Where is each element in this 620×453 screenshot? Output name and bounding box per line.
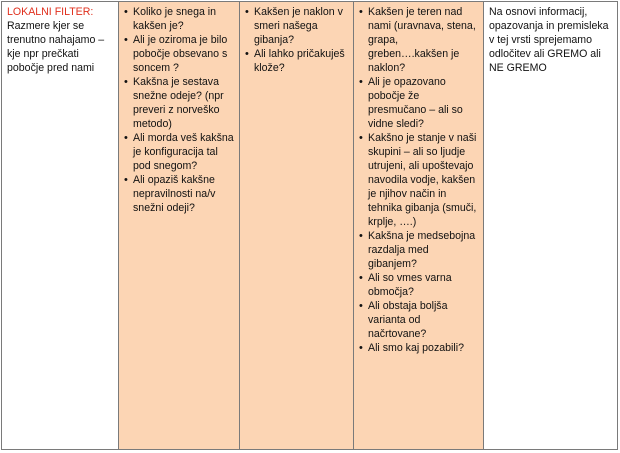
table-row [2,2,618,450]
local-filter-table [1,1,618,450]
list-item: • Ali je oziroma je bilo pobočje obsevano s soncem ? [124,33,235,75]
list-item: • Ali so vmes varna območja? [359,271,479,299]
list-item: • Ali morda veš kakšna je konfiguracija tal pod snegom? [124,131,235,173]
list-item: • Ali smo kaj pozabili? [359,341,479,355]
list-item: • Ali obstaja boljša varianta od načrtovane? [359,299,479,341]
list-item: • Koliko je snega in kakšen je? [124,5,235,33]
snow-questions-cell [119,2,240,450]
list-item: • Kakšen je naklon v smeri našega gibanja? [245,5,349,47]
snow-questions-list [124,5,235,215]
terrain-group-questions-list [359,5,479,355]
decision-text: Na osnovi informacij, opazovanja in premisleka v tej vrsti sprejemamo odločitev ali GREMO ali NE GREMO [489,6,609,74]
list-item: • Kakšna je medsebojna razdalja med gibanjem? [359,229,479,271]
decision-cell [484,2,618,450]
local-filter-cell [2,2,119,450]
list-item: • Ali je opazovano pobočje že presmučano – ali so vidne sledi? [359,75,479,131]
local-filter-description: Razmere kjer se trenutno nahajamo – kje npr prečkati pobočje pred nami [7,20,105,74]
list-item: • Ali lahko pričakuješ klože? [245,47,349,75]
list-item: • Kakšen je teren nad nami (uravnava, stena, grapa, greben….kakšen je naklon? [359,5,479,75]
terrain-group-questions-cell [354,2,484,450]
slope-questions-cell [240,2,354,450]
slope-questions-list [245,5,349,75]
list-item: • Kakšno je stanje v naši skupini – ali so ljudje utrujeni, ali upoštevajo navodila vodje, kakšen je njihov način in tehnika gibanja (smuči, krplje, ….) [359,131,479,229]
local-filter-heading: LOKALNI FILTER: [7,6,94,18]
list-item: • Ali opaziš kakšne nepravilnosti na/v snežni odeji? [124,173,235,215]
list-item: • Kakšna je sestava snežne odeje? (npr preveri z norveško metodo) [124,75,235,131]
